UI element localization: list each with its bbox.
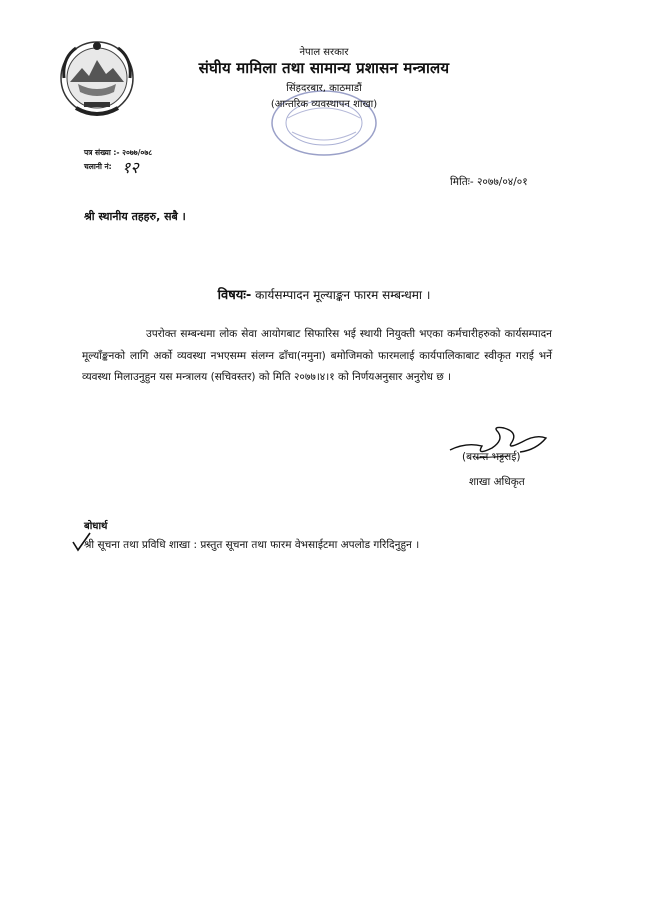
- dispatch-number-handwritten: १२: [122, 158, 139, 177]
- cc-line: श्री सूचना तथा प्रविधि शाखा : प्रस्तुत सूचना तथा फारम वेभसाईटमा अपलोड गरिदिनुहुन ।: [84, 539, 420, 551]
- body-paragraph: उपरोक्त सम्बन्धमा लोक सेवा आयोगबाट सिफारिस भई स्थायी नियुक्ती भएका कर्मचारीहरुको कार्यसम्पादन मूल्याँङ्कनको लागि अर्को व्यवस्था नभएसम्म संलग्न ढाँचा(नमुना) बमोजिमको फारमलाई कार्यपालिकाबाट स्वीकृत गराई भर्ने व्यवस्था मिलाउनुहुन यस मन्त्रालय (सचिवस्तर) को मिति २०७७।४।१ को निर्णयअनुसार अनुरोध छ ।: [82, 328, 552, 383]
- dispatch-number-label: चलानी नं:: [84, 162, 112, 171]
- section-name: (आन्तरिक व्यवस्थापन शाखा): [270, 99, 378, 110]
- letter-date: मितिः- २०७७/०४/०१: [450, 176, 528, 188]
- subject-line: [0, 285, 648, 303]
- letter-number: पत्र संख्या :- २०७७/०७८: [84, 148, 153, 157]
- ministry-name: संघीय मामिला तथा सामान्य प्रशासन मन्त्रालय: [198, 59, 450, 77]
- cc-heading: बोधार्थ: [84, 521, 108, 532]
- subject-text: कार्यसम्पादन मूल्याङ्कन फारम सम्बन्धमा ।: [255, 288, 431, 302]
- letter-body: [82, 324, 552, 389]
- signatory-name: (बसन्त भट्टराई): [462, 451, 521, 463]
- recipient: श्री स्थानीय तहहरु, सबै ।: [84, 210, 186, 223]
- ministry-address: सिंहदरबार, काठमाडौं: [286, 83, 362, 94]
- subject-label: विषयः-: [217, 288, 252, 303]
- signatory-designation: शाखा अधिकृत: [469, 476, 525, 488]
- government-name: नेपाल सरकार: [299, 47, 349, 58]
